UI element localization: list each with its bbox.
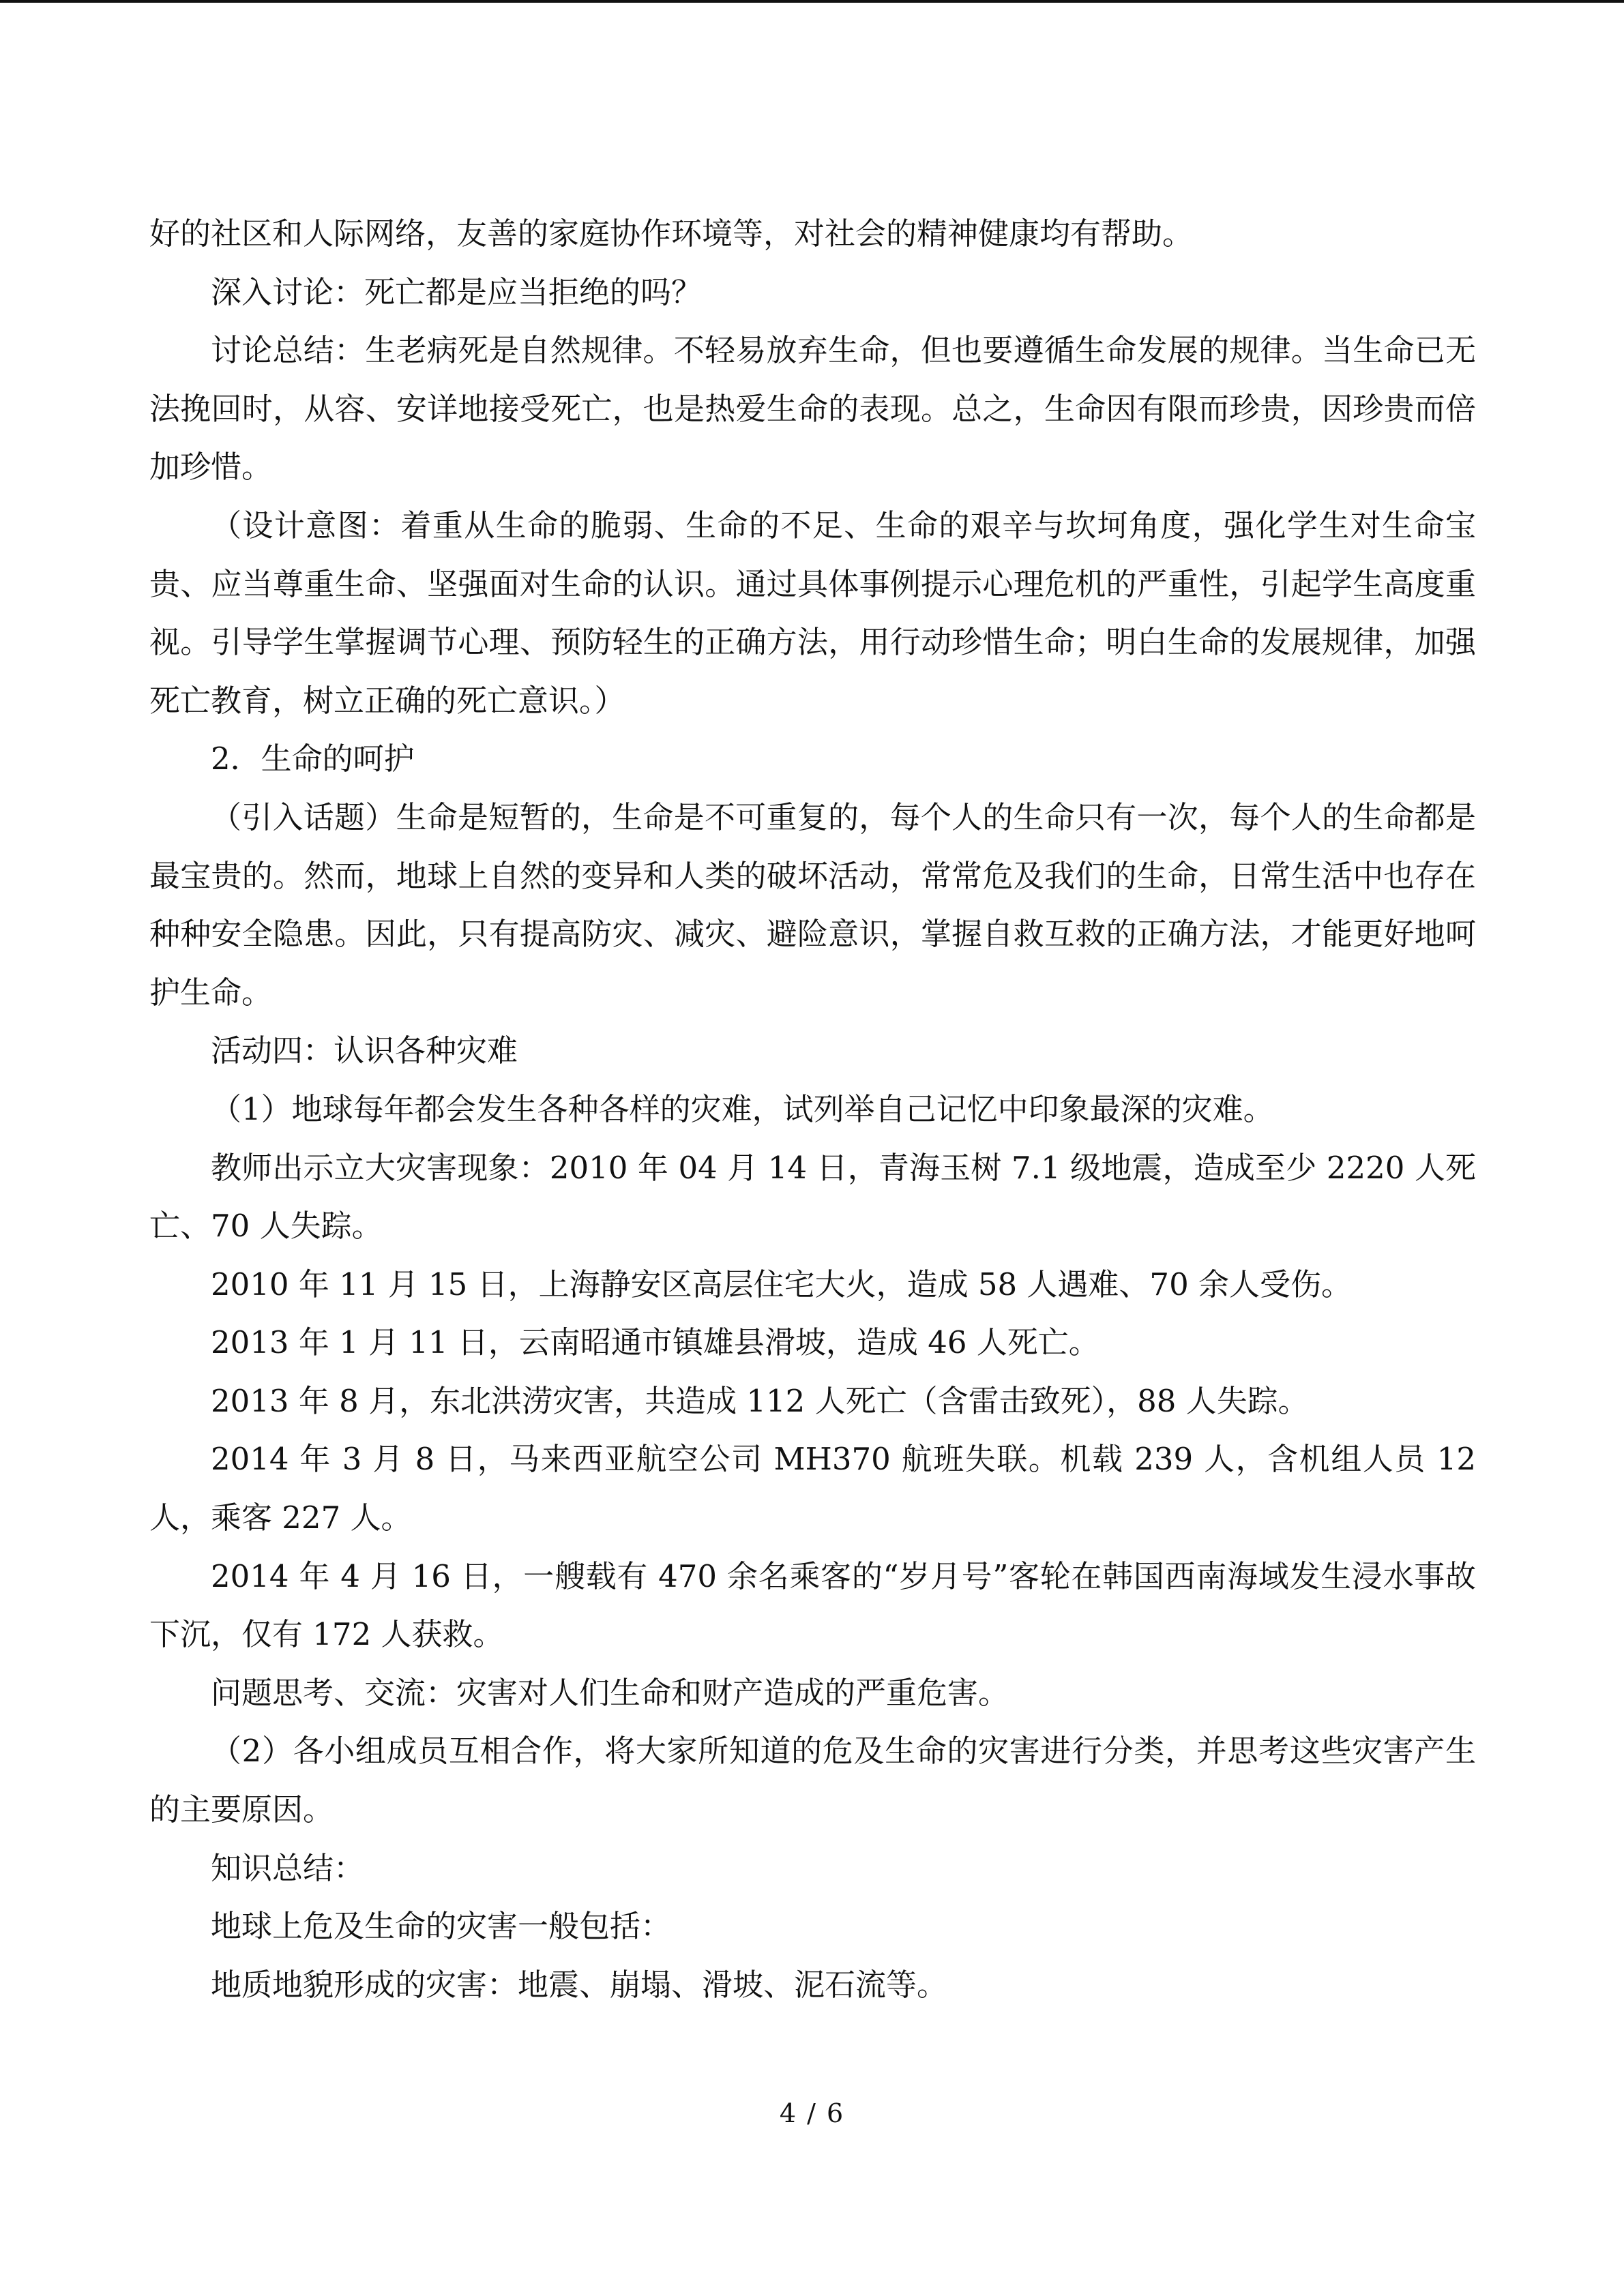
disaster-example-shanghai-fire: 2010 年 11 月 15 日，上海静安区高层住宅大火，造成 58 人遇难、70 余人受伤。 [211, 1266, 1353, 1302]
document-body [149, 205, 1476, 2014]
top-border-line [0, 0, 1624, 3]
paragraph-geological-disasters: 地质地貌形成的灾害：地震、崩塌、滑坡、泥石流等。 [211, 1966, 948, 2003]
disaster-example-yushu: 教师出示立大灾害现象：2010 年 04 月 14 日，青海玉树 7.1 级地震，造成至少 2220 人死亡、70 人失踪。 [149, 1149, 1476, 1244]
activity-item-2: （2）各小组成员互相合作，将大家所知道的危及生命的灾害进行分类，并思考这些灾害产生的主要原因。 [149, 1733, 1476, 1828]
activity-item-1: （1）地球每年都会发生各种各样的灾难，试列举自己记忆中印象最深的灾难。 [211, 1090, 1274, 1127]
page-number: 4 / 6 [779, 2098, 845, 2128]
paragraph-introduce-topic: （引入话题）生命是短暂的，生命是不可重复的，每个人的生命只有一次，每个人的生命都是最宝贵的。然而，地球上自然的变异和人类的破坏活动，常常危及我们的生命，日常生活中也存在种种安全隐患。因此，只有提高防灾、减灾、避险意识，掌握自救互救的正确方法，才能更好地呵护生命。 [149, 799, 1476, 1011]
disaster-example-yunnan-landslide: 2013 年 1 月 11 日，云南昭通市镇雄县滑坡，造成 46 人死亡。 [211, 1324, 1099, 1361]
section-heading-life-care: 2．生命的呵护 [211, 741, 415, 777]
knowledge-summary-heading: 知识总结： [211, 1849, 365, 1886]
disaster-example-mh370: 2014 年 3 月 8 日，马来西亚航空公司 MH370 航班失联。机载 239 人，含机组人员 12 人，乘客 227 人。 [149, 1441, 1476, 1536]
activity-heading: 活动四：认识各种灾难 [211, 1032, 518, 1069]
paragraph-discussion-question: 深入讨论：死亡都是应当拒绝的吗？ [211, 273, 703, 310]
disaster-example-sewol: 2014 年 4 月 16 日，一艘载有 470 余名乘客的“岁月号”客轮在韩国西南海域发生浸水事故下沉，仅有 172 人获救。 [149, 1557, 1476, 1653]
paragraph-discussion-summary: 讨论总结：生老病死是自然规律。不轻易放弃生命，但也要遵循生命发展的规律。当生命已无法挽回时，从容、安详地接受死亡，也是热爱生命的表现。总之，生命因有限而珍贵，因珍贵而倍加珍惜。 [149, 332, 1476, 486]
paragraph-disaster-categories-intro: 地球上危及生命的灾害一般包括： [211, 1908, 672, 1945]
paragraph-continuation: 好的社区和人际网络，友善的家庭协作环境等，对社会的精神健康均有帮助。 [149, 215, 1194, 252]
paragraph-design-intent: （设计意图：着重从生命的脆弱、生命的不足、生命的艰辛与坎坷角度，强化学生对生命宝贵、应当尊重生命、坚强面对生命的认识。通过具体事例提示心理危机的严重性，引起学生高度重视。引导学生掌握调节心理、预防轻生的正确方法，用行动珍惜生命；明白生命的发展规律，加强死亡教育，树立正确的死亡意识。） [149, 507, 1476, 719]
disaster-example-northeast-flood: 2013 年 8 月，东北洪涝灾害，共造成 112 人死亡（含雷击致死），88 人失踪。 [211, 1382, 1309, 1419]
paragraph-question-discussion: 问题思考、交流：灾害对人们生命和财产造成的严重危害。 [211, 1674, 1009, 1711]
